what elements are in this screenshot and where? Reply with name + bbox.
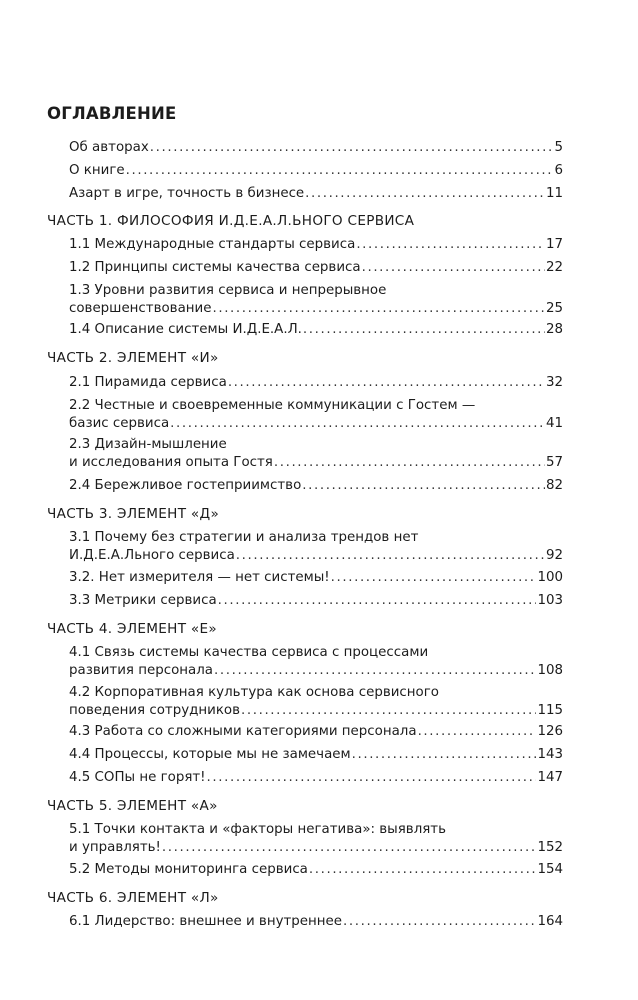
page-number: 115 xyxy=(537,703,563,718)
page-number: 22 xyxy=(545,260,563,275)
dot-leader xyxy=(274,454,545,472)
toc-entry[interactable] xyxy=(69,861,563,879)
dot-leader xyxy=(214,662,536,680)
part-heading[interactable]: ЧАСТЬ 1. ФИЛОСОФИЯ И.Д.Е.А.Л.ЬНОГО СЕРВИСА xyxy=(47,213,415,229)
toc-entry[interactable] xyxy=(69,684,563,720)
dot-leader xyxy=(356,236,545,254)
toc-entry[interactable] xyxy=(69,139,563,157)
dot-leader xyxy=(362,259,545,277)
entry-text: 1.4 Описание системы И.Д.Е.А.Л. xyxy=(69,322,302,337)
toc-entry[interactable] xyxy=(69,644,563,680)
page-number: 6 xyxy=(554,163,563,178)
page-number: 108 xyxy=(537,663,563,678)
dot-leader xyxy=(241,702,536,720)
entry-text: и исследования опыта Гостя xyxy=(69,455,273,470)
dot-leader xyxy=(218,592,537,610)
entry-text: 4.5 СОПы не горят! xyxy=(69,770,206,785)
page-number: 147 xyxy=(537,770,563,785)
entry-text: О книге xyxy=(69,163,125,178)
page-number: 143 xyxy=(537,747,563,762)
toc-entry[interactable] xyxy=(69,769,563,787)
toc-entry[interactable] xyxy=(69,477,563,495)
dot-leader xyxy=(418,723,537,741)
entry-text: поведения сотрудников xyxy=(69,703,241,718)
page-number: 57 xyxy=(545,455,563,470)
page-number: 11 xyxy=(545,186,563,201)
dot-leader xyxy=(236,547,545,565)
entry-text-line: 2.2 Честные и своевременные коммуникации с Гостем — xyxy=(69,398,476,413)
page-number: 100 xyxy=(537,570,563,585)
page-number: 103 xyxy=(537,593,563,608)
page-number: 82 xyxy=(545,478,563,493)
entry-text: 2.1 Пирамида сервиса xyxy=(69,375,227,390)
entry-text: Азарт в игре, точность в бизнесе xyxy=(69,186,305,201)
toc-entry[interactable] xyxy=(69,162,563,180)
part-heading[interactable]: ЧАСТЬ 6. ЭЛЕМЕНТ «Л» xyxy=(47,890,219,906)
part-heading[interactable]: ЧАСТЬ 3. ЭЛЕМЕНТ «Д» xyxy=(47,506,220,522)
toc-entry[interactable] xyxy=(69,569,563,587)
page-number: 152 xyxy=(537,840,563,855)
toc-entry[interactable] xyxy=(69,821,563,857)
dot-leader xyxy=(303,321,545,339)
page-number: 17 xyxy=(545,237,563,252)
dot-leader xyxy=(309,861,537,879)
part-heading[interactable]: ЧАСТЬ 4. ЭЛЕМЕНТ «Е» xyxy=(47,621,218,637)
page-number: 154 xyxy=(537,862,563,877)
part-heading[interactable]: ЧАСТЬ 5. ЭЛЕМЕНТ «А» xyxy=(47,798,218,814)
entry-text: И.Д.Е.А.Льного сервиса xyxy=(69,548,235,563)
entry-text-line: 4.2 Корпоративная культура как основа сервисного xyxy=(69,685,439,700)
page-number: 126 xyxy=(537,724,563,739)
page-number: 25 xyxy=(545,301,563,316)
entry-text: 1.1 Международные стандарты сервиса xyxy=(69,237,356,252)
toc-entry[interactable] xyxy=(69,723,563,741)
entry-text: 5.2 Методы мониторинга сервиса xyxy=(69,862,308,877)
toc-entry[interactable] xyxy=(69,746,563,764)
entry-text: совершенствование xyxy=(69,301,212,316)
page-number: 92 xyxy=(545,548,563,563)
entry-text-line: 4.1 Связь системы качества сервиса с процессами xyxy=(69,645,429,660)
entry-text-line: 5.1 Точки контакта и «факторы негатива»: выявлять xyxy=(69,822,447,837)
entry-text-line: 2.3 Дизайн-мышление xyxy=(69,437,227,452)
dot-leader xyxy=(212,300,544,318)
toc-entry[interactable] xyxy=(69,529,563,565)
dot-leader xyxy=(343,913,536,931)
toc-entry[interactable] xyxy=(69,374,563,392)
dot-leader xyxy=(126,162,554,180)
page-number: 41 xyxy=(545,416,563,431)
toc-entry[interactable] xyxy=(69,321,563,339)
toc-entry[interactable] xyxy=(69,436,563,472)
entry-text: 3.2. Нет измерителя — нет системы! xyxy=(69,570,330,585)
entry-text: 4.3 Работа со сложными категориями персонала xyxy=(69,724,417,739)
entry-text-line: 3.1 Почему без стратегии и анализа трендов нет xyxy=(69,530,419,545)
entry-text: 1.2 Принципы системы качества сервиса xyxy=(69,260,361,275)
page-number: 32 xyxy=(545,375,563,390)
toc-entry[interactable] xyxy=(69,282,563,318)
entry-text: и управлять! xyxy=(69,840,161,855)
dot-leader xyxy=(150,139,554,157)
dot-leader xyxy=(302,477,545,495)
page-number: 5 xyxy=(554,140,563,155)
entry-text: 2.4 Бережливое гостеприимство xyxy=(69,478,302,493)
toc-entry[interactable] xyxy=(69,236,563,254)
entry-text: 3.3 Метрики сервиса xyxy=(69,593,217,608)
toc-entry[interactable] xyxy=(69,913,563,931)
entry-text: 6.1 Лидерство: внешнее и внутреннее xyxy=(69,914,343,929)
dot-leader xyxy=(207,769,537,787)
part-heading[interactable]: ЧАСТЬ 2. ЭЛЕМЕНТ «И» xyxy=(47,350,219,366)
dot-leader xyxy=(228,374,545,392)
entry-text: Об авторах xyxy=(69,140,149,155)
page-number: 28 xyxy=(545,322,563,337)
page-number: 164 xyxy=(537,914,563,929)
entry-text-line: 1.3 Уровни развития сервиса и непрерывное xyxy=(69,283,387,298)
dot-leader xyxy=(331,569,537,587)
dot-leader xyxy=(162,839,537,857)
entry-text: развития персонала xyxy=(69,663,214,678)
toc-entry[interactable] xyxy=(69,397,563,433)
toc-entry[interactable] xyxy=(69,185,563,203)
toc-entry[interactable] xyxy=(69,259,563,277)
dot-leader xyxy=(352,746,537,764)
toc-entry[interactable] xyxy=(69,592,563,610)
entry-text: 4.4 Процессы, которые мы не замечаем xyxy=(69,747,351,762)
dot-leader xyxy=(305,185,545,203)
page-title: ОГЛАВЛЕНИЕ xyxy=(47,104,177,123)
dot-leader xyxy=(170,415,545,433)
entry-text: базис сервиса xyxy=(69,416,170,431)
